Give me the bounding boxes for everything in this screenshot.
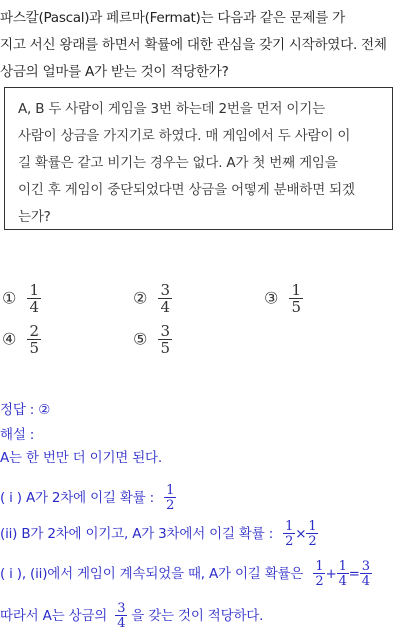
solution-conclusion: 따라서 A는 상금의 $\frac{3}{4}$ 을 갖는 것이 적당하다.: [0, 601, 264, 631]
step-4-plus: +: [325, 566, 337, 582]
solution-step-3: (ii) B가 2차에 이기고, A가 3차에서 이길 확률 : $\frac{1}{2}$ × $\frac{1}{2}$: [0, 519, 317, 549]
option-5-fraction: $\frac{3}{5}$: [160, 322, 170, 357]
condition-box: [4, 87, 393, 230]
option-3-marker: ③: [264, 288, 279, 308]
step-2-fraction: $\frac{1}{2}$: [166, 483, 175, 513]
box-line-2: 사람이 상금을 가지기로 하였다. 매 게임에서 두 사람이 이: [18, 128, 351, 144]
option-1-fraction: $\frac{1}{4}$: [29, 281, 39, 316]
step-4-fraction-b: $\frac{1}{4}$: [338, 559, 347, 589]
answer: 정답 : ②: [0, 402, 51, 418]
question-line-2: 지고 서신 왕래를 하면서 확률에 대한 관심을 갖기 시작하였다. 전체: [0, 37, 387, 53]
solution-step-1: A는 한 번만 더 이기면 된다.: [0, 450, 162, 466]
option-2[interactable]: [133, 283, 172, 315]
solution-step-4: ( i ), (ii)에서 게임이 계속되었을 때, A가 이길 확률은 $\frac{1}{2}$ + $\frac{1}{4}$ = $\frac{3}{4}$: [0, 559, 370, 589]
option-2-fraction: $\frac{3}{4}$: [160, 281, 170, 316]
option-1-marker: ①: [2, 288, 17, 308]
option-3[interactable]: [264, 283, 303, 315]
option-5[interactable]: [133, 324, 172, 356]
step-4-equals: =: [348, 566, 360, 582]
option-5-marker: ⑤: [133, 329, 148, 349]
question-line-1: 파스칼(Pascal)과 페르마(Fermat)는 다음과 같은 문제를 가: [0, 10, 345, 26]
option-3-fraction: $\frac{1}{5}$: [291, 281, 301, 316]
step-3-fraction-a: $\frac{1}{2}$: [285, 519, 294, 549]
option-2-marker: ②: [133, 288, 148, 308]
explanation-label: 해설 :: [0, 427, 35, 443]
question-line-3: 상금의 얼마를 A가 받는 것이 적당한가?: [0, 64, 229, 80]
step-3-fraction-b: $\frac{1}{2}$: [308, 519, 317, 549]
step-4-fraction-c: $\frac{3}{4}$: [361, 559, 370, 589]
option-4[interactable]: [2, 324, 41, 356]
box-line-5: 는가?: [18, 209, 51, 225]
conclusion-fraction: $\frac{3}{4}$: [117, 601, 126, 631]
step-3-operator: ×: [295, 526, 307, 542]
step-4-fraction-a: $\frac{1}{2}$: [315, 559, 324, 589]
option-4-marker: ④: [2, 329, 17, 349]
option-4-fraction: $\frac{2}{5}$: [29, 322, 39, 357]
solution-step-2: ( i ) A가 2차에 이길 확률 : $\frac{1}{2}$: [0, 483, 175, 513]
box-line-3: 길 확률은 같고 비기는 경우는 없다. A가 첫 번째 게임을: [18, 155, 338, 171]
option-1[interactable]: [2, 283, 41, 315]
box-line-1: A, B 두 사람이 게임을 3번 하는데 2번을 먼저 이기는: [18, 101, 325, 117]
box-line-4: 이긴 후 게임이 중단되었다면 상금을 어떻게 분배하면 되겠: [18, 182, 355, 198]
